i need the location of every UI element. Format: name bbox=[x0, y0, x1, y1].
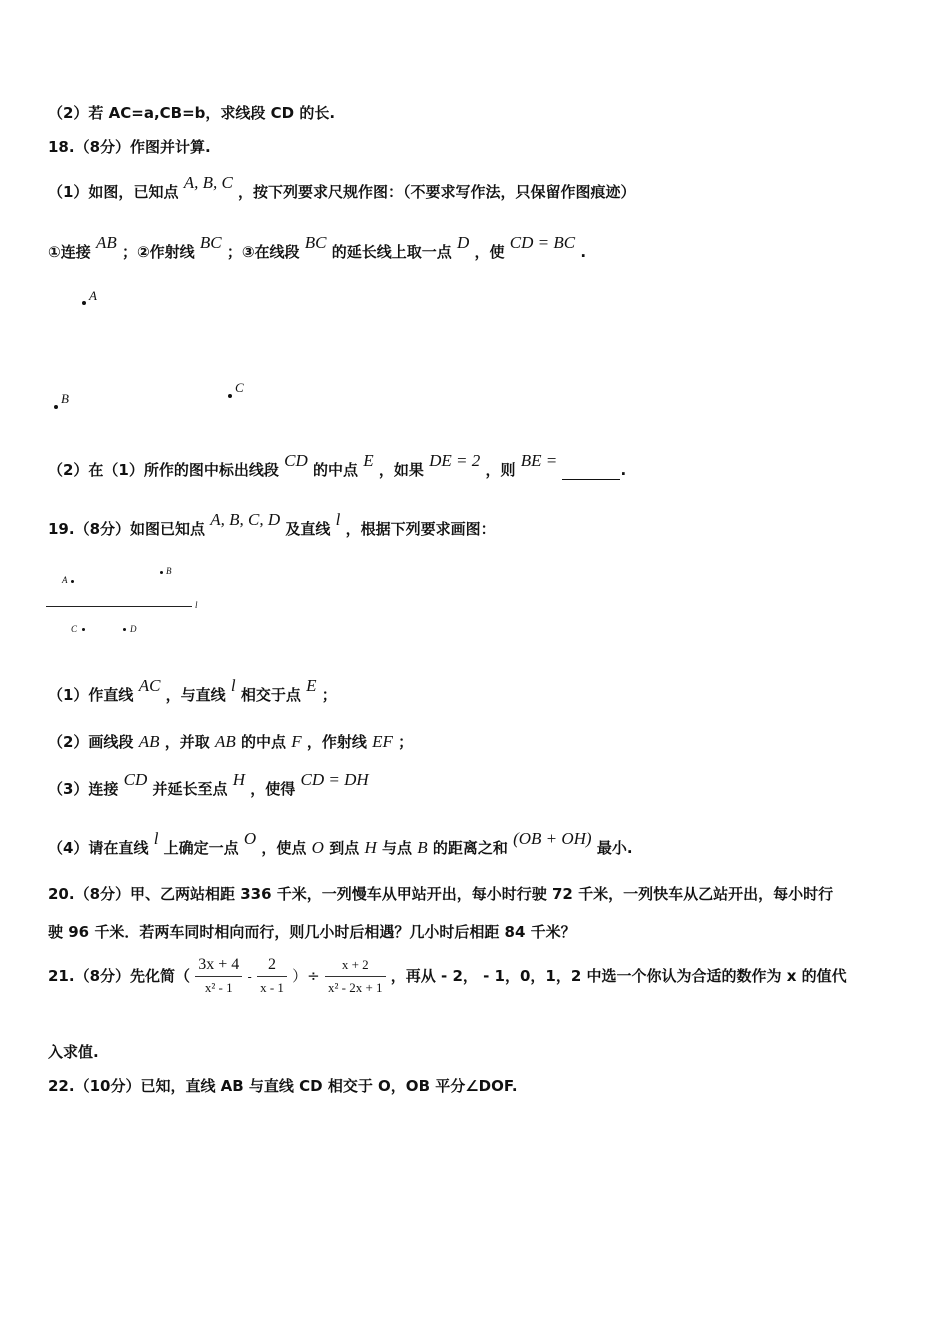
q22: 22.（10分）已知，直线 AB 与直线 CD 相交于 O，OB 平分∠DOF. bbox=[48, 1077, 518, 1095]
q19-item3: （3）连接 CD 并延长至点 H ，使得 CD = DH bbox=[48, 770, 369, 798]
q18-part2: （2）在（1）所作的图中标出线段 CD 的中点 E ，如果 DE = 2 ，则 BE = . bbox=[48, 451, 627, 479]
point-b-label: B bbox=[61, 391, 69, 406]
fig-dot-b bbox=[160, 571, 163, 574]
fig-label-b: B bbox=[166, 566, 172, 576]
fig-label-l: l bbox=[195, 600, 198, 610]
fig-dot-c bbox=[82, 628, 85, 631]
answer-blank[interactable] bbox=[562, 465, 620, 480]
point-a-label: A bbox=[89, 288, 97, 303]
fig-dot-d bbox=[123, 628, 126, 631]
fraction-2: $\frac{2}{x - 1}$ bbox=[257, 954, 287, 999]
q21-expression: 21.（8分）先化简（ $\frac{3x + 4}{\text{x² - 1}}$ - $\frac{2}{x - 1}$ ）÷ $\frac{x + 2}{\text{x² - 2x + 1}}$ ，再从 - 2， - 1，0，1，2 中选一个你认为合适的数作为 x 的值代 bbox=[48, 954, 847, 999]
q19-title: 19.（8分）如图已知点 A, B, C, D 及直线 l ，根据下列要求画图： bbox=[48, 510, 496, 538]
point-b-dot bbox=[54, 405, 58, 409]
q19-item4: （4）请在直线 l 上确定一点 O ，使点 O 到点 H 与点 B 的距离之和 (OB + OH) 最小. bbox=[48, 829, 633, 857]
q18-part1: （1）如图，已知点 A, B, C ，按下列要求尺规作图：（不要求写作法，只保留作图痕迹） bbox=[48, 173, 636, 201]
q21-line2: 入求值. bbox=[48, 1043, 99, 1061]
q20-line2: 驶 96 千米．若两车同时相向而行，则几小时后相遇？几小时后相距 84 千米？ bbox=[48, 923, 576, 941]
fraction-1: $\frac{3x + 4}{\text{x² - 1}}$ bbox=[195, 954, 242, 999]
q18-title: 18.（8分）作图并计算. bbox=[48, 138, 211, 156]
point-a-dot bbox=[82, 301, 86, 305]
fig-label-d: D bbox=[130, 624, 137, 634]
q19-item2: （2）画线段 AB ，并取 AB 的中点 F ，作射线 EF ； bbox=[48, 732, 414, 751]
line-l bbox=[46, 606, 192, 607]
fraction-3: $\frac{x + 2}{\text{x² - 2x + 1}}$ bbox=[325, 954, 386, 999]
q17-part2: （2）若 AC=a,CB=b，求线段 CD 的长. bbox=[48, 104, 336, 122]
q18-steps: ①连接 AB ；②作射线 BC ；③在线段 BC 的延长线上取一点 D ，使 CD = BC . bbox=[48, 233, 587, 261]
q19-item1: （1）作直线 AC ，与直线 l 相交于点 E ； bbox=[48, 676, 337, 704]
fig-label-a: A bbox=[62, 575, 68, 585]
point-c-dot bbox=[228, 394, 232, 398]
math-points-abc: A, B, C bbox=[183, 173, 233, 192]
point-c-label: C bbox=[235, 380, 244, 395]
q20-line1: 20.（8分）甲、乙两站相距 336 千米，一列慢车从甲站开出，每小时行驶 72 千米，一列快车从乙站开出，每小时行 bbox=[48, 885, 834, 903]
fig-label-c: C bbox=[71, 624, 78, 634]
fig-dot-a bbox=[71, 580, 74, 583]
